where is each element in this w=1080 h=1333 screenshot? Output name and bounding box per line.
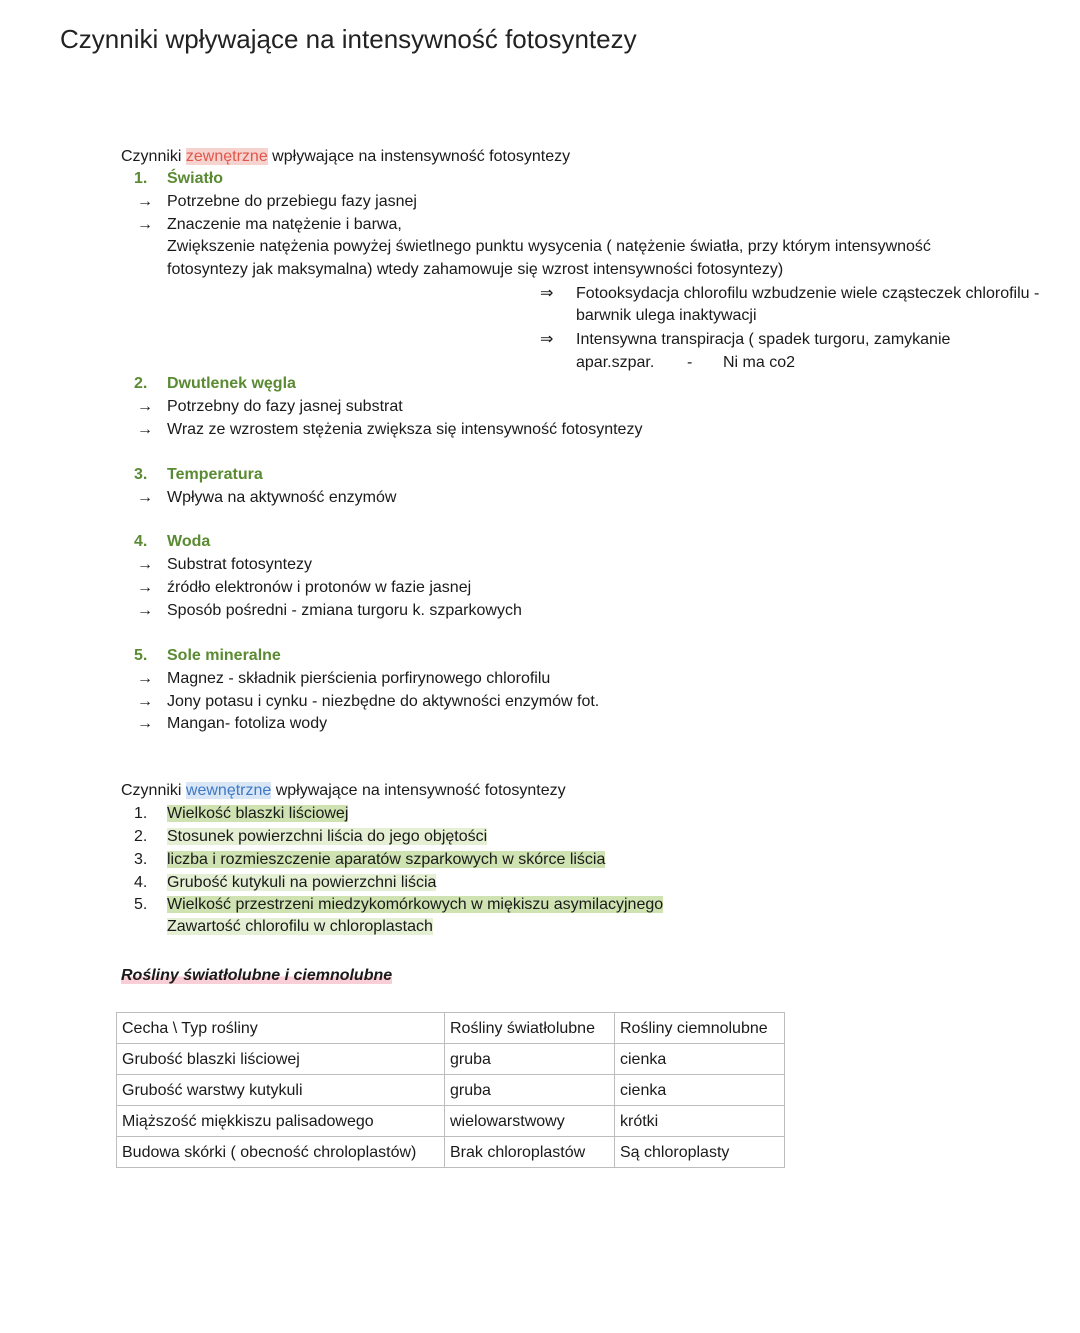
internal-item — [167, 895, 663, 915]
plants-heading-text: Rośliny światłolubne i ciemnolubne — [121, 967, 393, 984]
internal-mark: wewnętrzne — [185, 782, 272, 799]
dash: - — [687, 354, 693, 371]
minerals-point: Mangan- fotoliza wody — [167, 715, 328, 732]
table-cell: Brak chloroplastów — [445, 1137, 615, 1168]
light-effect: barwnik ulega inaktywacji — [576, 307, 757, 324]
internal-number: 2. — [134, 828, 148, 845]
minerals-point: Magnez - składnik pierścienia porfirynowego chlorofilu — [167, 670, 551, 687]
arrow-icon: → — [137, 398, 153, 415]
light-effect: Fotooksydacja chlorofilu wzbudzenie wiele cząsteczek chlorofilu - — [576, 285, 1040, 302]
heading-suffix: wpływające na instensywność fotosyntezy — [267, 148, 571, 165]
water-number: 4. — [134, 533, 148, 550]
arrow-icon: → — [137, 216, 153, 233]
table-header-cell: Cecha \ Typ rośliny — [117, 1013, 445, 1044]
double-arrow-icon: ⇒ — [540, 285, 554, 302]
table-cell: Grubość blaszki liściowej — [117, 1044, 445, 1075]
internal-item — [167, 917, 433, 937]
internal-item — [167, 804, 348, 824]
light-effect: Intensywna transpiracja ( spadek turgoru, zamykanie — [576, 331, 951, 348]
arrow-icon: → — [137, 421, 153, 438]
co2-point: Potrzebny do fazy jasnej substrat — [167, 398, 403, 415]
comparison-table — [116, 1012, 785, 1168]
internal-item — [167, 827, 487, 847]
double-arrow-icon: ⇒ — [540, 331, 554, 348]
table-cell: cienka — [615, 1075, 785, 1106]
table-cell: cienka — [615, 1044, 785, 1075]
table-cell: gruba — [445, 1075, 615, 1106]
water-point: źródło elektronów i protonów w fazie jasnej — [167, 579, 472, 596]
temperature-title: Temperatura — [167, 466, 263, 483]
heading-prefix: Czynniki — [121, 148, 186, 165]
light-point: Potrzebne do przebiegu fazy jasnej — [167, 193, 417, 210]
table-cell: Budowa skórki ( obecność chroloplastów) — [117, 1137, 445, 1168]
arrow-icon: → — [137, 579, 153, 596]
light-continuation: fotosyntezy jak maksymalna) wtedy zahamowuje się wzrost intensywności fotosyntezy) — [167, 261, 784, 278]
light-continuation: Zwiększenie natężenia powyżej świetlnego punktu wysycenia ( natężenie światła, przy którym intensywność — [167, 238, 931, 255]
water-point: Sposób pośredni - zmiana turgoru k. szparkowych — [167, 602, 522, 619]
co2-title: Dwutlenek węgla — [167, 375, 296, 392]
co2-point: Wraz ze wzrostem stężenia zwiększa się intensywność fotosyntezy — [167, 421, 643, 438]
co2-number: 2. — [134, 375, 148, 392]
light-title: Światło — [167, 170, 224, 187]
page-title: Czynniki wpływające na intensywność fotosyntezy — [60, 24, 637, 54]
internal-number: 5. — [134, 896, 148, 913]
internal-item — [167, 850, 605, 870]
minerals-title: Sole mineralne — [167, 647, 281, 664]
temperature-point: Wpływa na aktywność enzymów — [167, 489, 397, 506]
table-row — [117, 1044, 785, 1075]
heading-suffix: wpływające na intensywność fotosyntezy — [271, 782, 566, 799]
table-row — [117, 1137, 785, 1168]
internal-item-text: Stosunek powierzchni liścia do jego objętości — [167, 828, 488, 845]
internal-item-text: Wielkość przestrzeni miedzykomórkowych w miękiszu asymilacyjnego — [167, 896, 664, 913]
table-row — [117, 1075, 785, 1106]
table-cell: Miąższość miękkiszu palisadowego — [117, 1106, 445, 1137]
internal-number: 3. — [134, 851, 148, 868]
internal-number: 4. — [134, 874, 148, 891]
table-cell: Grubość warstwy kutykuli — [117, 1075, 445, 1106]
internal-item-text: Zawartość chlorofilu w chloroplastach — [167, 918, 433, 935]
light-effect-note: Ni ma co2 — [723, 354, 796, 371]
table-header-cell: Rośliny światłolubne — [445, 1013, 615, 1044]
table-row — [117, 1106, 785, 1137]
water-point: Substrat fotosyntezy — [167, 556, 312, 573]
plants-heading — [121, 966, 392, 986]
arrow-icon: → — [137, 715, 153, 732]
table-cell: wielowarstwowy — [445, 1106, 615, 1137]
arrow-icon: → — [137, 489, 153, 506]
light-point: Znaczenie ma natężenie i barwa, — [167, 216, 402, 233]
heading-prefix: Czynniki — [121, 782, 186, 799]
table-header-row — [117, 1013, 785, 1044]
table-cell: gruba — [445, 1044, 615, 1075]
internal-number: 1. — [134, 805, 148, 822]
internal-item-text: liczba i rozmieszczenie aparatów szparkowych w skórce liścia — [167, 851, 606, 868]
table-cell: krótki — [615, 1106, 785, 1137]
arrow-icon: → — [137, 556, 153, 573]
arrow-icon: → — [137, 670, 153, 687]
arrow-icon: → — [137, 602, 153, 619]
temperature-number: 3. — [134, 466, 148, 483]
water-title: Woda — [167, 533, 211, 550]
arrow-icon: → — [137, 193, 153, 210]
light-number: 1. — [134, 170, 148, 187]
minerals-point: Jony potasu i cynku - niezbędne do aktywności enzymów fot. — [167, 693, 600, 710]
minerals-number: 5. — [134, 647, 148, 664]
arrow-icon: → — [137, 693, 153, 710]
external-factors-heading — [121, 147, 570, 167]
internal-item-text: Wielkość blaszki liściowej — [167, 805, 349, 822]
internal-item — [167, 873, 436, 893]
table-header-cell: Rośliny ciemnolubne — [615, 1013, 785, 1044]
external-mark: zewnętrzne — [185, 148, 268, 165]
internal-item-text: Grubość kutykuli na powierzchni liścia — [167, 874, 437, 891]
light-effect: apar.szpar. — [576, 354, 655, 371]
table-cell: Są chloroplasty — [615, 1137, 785, 1168]
internal-factors-heading — [121, 781, 566, 801]
